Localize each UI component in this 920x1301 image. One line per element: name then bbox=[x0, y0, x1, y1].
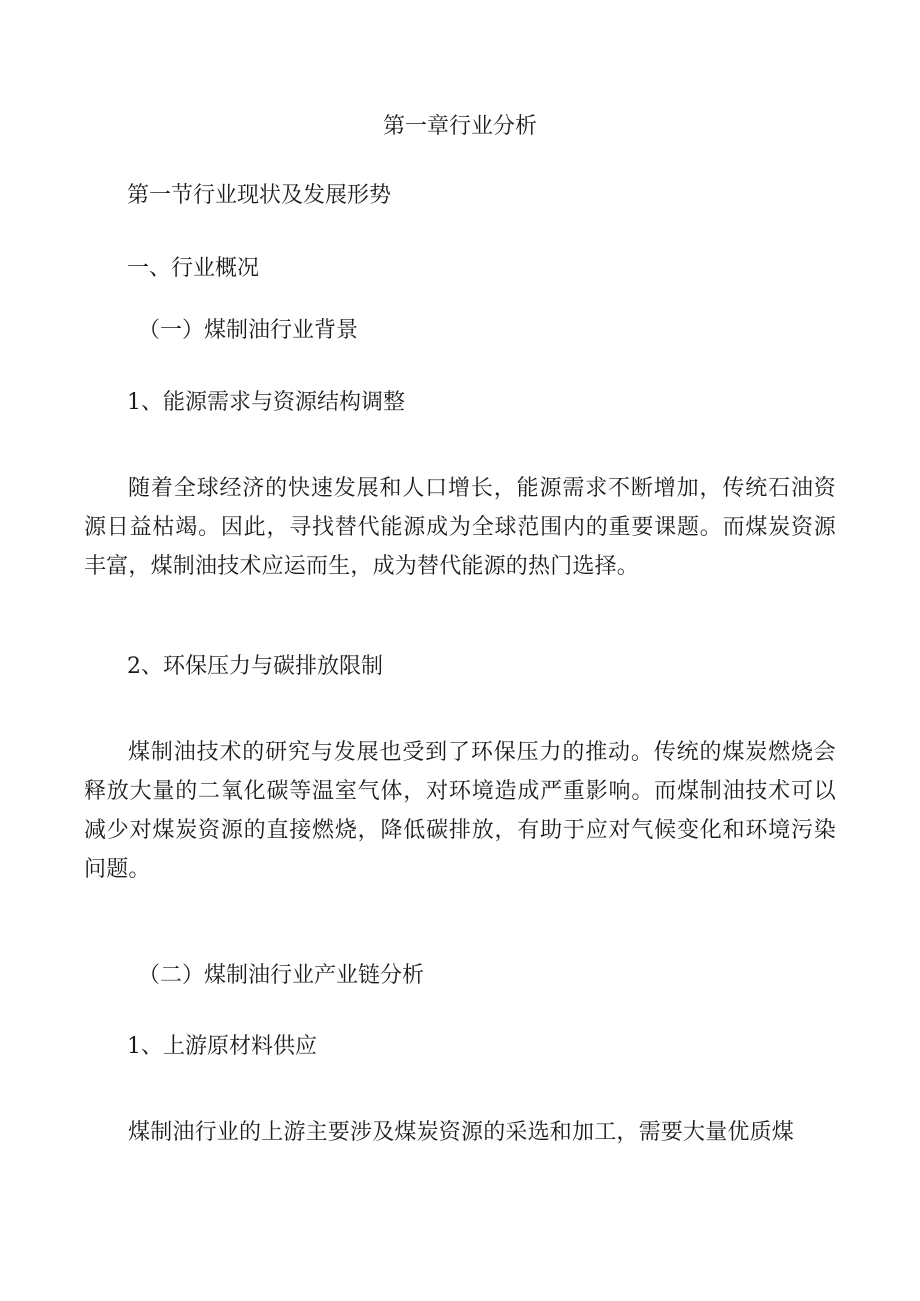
subheading-background: （一）煤制油行业背景 bbox=[138, 318, 359, 343]
paragraph-energy-demand: 随着全球经济的快速发展和人口增长，能源需求不断增加，传统石油资源日益枯竭。因此，寻找替代能源成为全球范围内的重要课题。而煤炭资源丰富，煤制油技术应运而生，成为替代能源的热门选择。 bbox=[84, 476, 836, 579]
item-upstream-supply: 1、上游原材料供应 bbox=[127, 1034, 317, 1059]
item-environmental-pressure: 2、环保压力与碳排放限制 bbox=[127, 654, 383, 679]
paragraph-upstream-supply: 煤制油行业的上游主要涉及煤炭资源的采选和加工，需要大量优质煤 bbox=[128, 1120, 795, 1145]
subheading-industry-chain: （二）煤制油行业产业链分析 bbox=[138, 963, 425, 988]
section-title: 第一节行业现状及发展形势 bbox=[127, 183, 392, 208]
heading-industry-overview: 一、行业概况 bbox=[127, 256, 260, 281]
item-energy-demand: 1、能源需求与资源结构调整 bbox=[127, 390, 405, 415]
paragraph-environmental-pressure: 煤制油技术的研究与发展也受到了环保压力的推动。传统的煤炭燃烧会释放大量的二氧化碳等温室气体，对环境造成严重影响。而煤制油技术可以减少对煤炭资源的直接燃烧，降低碳排放，有助于应对气候变化和环境污染问题。 bbox=[84, 740, 836, 882]
chapter-title: 第一章行业分析 bbox=[382, 114, 537, 139]
